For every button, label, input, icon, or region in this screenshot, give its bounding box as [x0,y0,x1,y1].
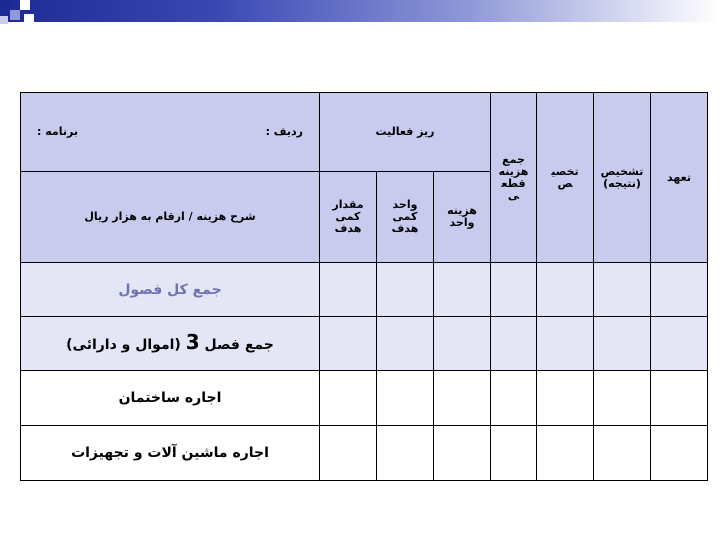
allocation-header: تخصیص [537,93,594,263]
title-banner [0,0,720,22]
table-row [21,263,708,317]
cell [537,371,594,426]
cell [434,426,491,481]
cell [320,317,377,371]
decor-square [20,0,30,10]
budget-table [20,92,708,481]
cell [491,317,537,371]
cell [434,263,491,317]
table-row [21,426,708,481]
decor-square [0,0,10,10]
cell [491,426,537,481]
target-unit-header: واحد کمی هدف [377,172,434,263]
decor-square [24,14,34,24]
chapter-number: 3 [185,330,200,354]
table-row [21,317,708,371]
diagnosis-header: تشخیص (نتیجه) [594,93,651,263]
cell [377,317,434,371]
cell [377,426,434,481]
cell [594,426,651,481]
commitment-header: تعهد [651,93,708,263]
cell [377,371,434,426]
cell [594,317,651,371]
total-chapters-label: جمع کل فصول [21,263,320,317]
program-row-cell [21,93,320,172]
cell [651,263,708,317]
cell [594,371,651,426]
cell [651,371,708,426]
cell [320,426,377,481]
sub-activity-header: ریز فعالیت [320,93,491,172]
program-label: برنامه : [37,125,78,138]
cell [537,317,594,371]
cell [377,263,434,317]
cell [651,426,708,481]
cell [537,263,594,317]
decor-square [10,10,20,20]
decor-square [0,16,8,24]
cell [320,263,377,317]
cell [434,317,491,371]
cell [320,371,377,426]
cell [491,263,537,317]
cell [434,371,491,426]
target-qty-header: مقدار کمی هدف [320,172,377,263]
table-row [21,371,708,426]
cell [594,263,651,317]
cell [537,426,594,481]
chapter-total-label: جمع فصل 3 (اموال و دارائی) [21,317,320,371]
total-final-header: جمع هزینه قطعی [491,93,537,263]
cell [491,371,537,426]
building-rent-label: اجاره ساختمان [21,371,320,426]
cell [651,317,708,371]
row-label: ردیف : [265,125,303,138]
description-header: شرح هزینه / ارقام به هزار ریال [21,172,320,263]
machinery-rent-label: اجاره ماشین آلات و تجهیزات [21,426,320,481]
unit-cost-header: هزینه واحد [434,172,491,263]
